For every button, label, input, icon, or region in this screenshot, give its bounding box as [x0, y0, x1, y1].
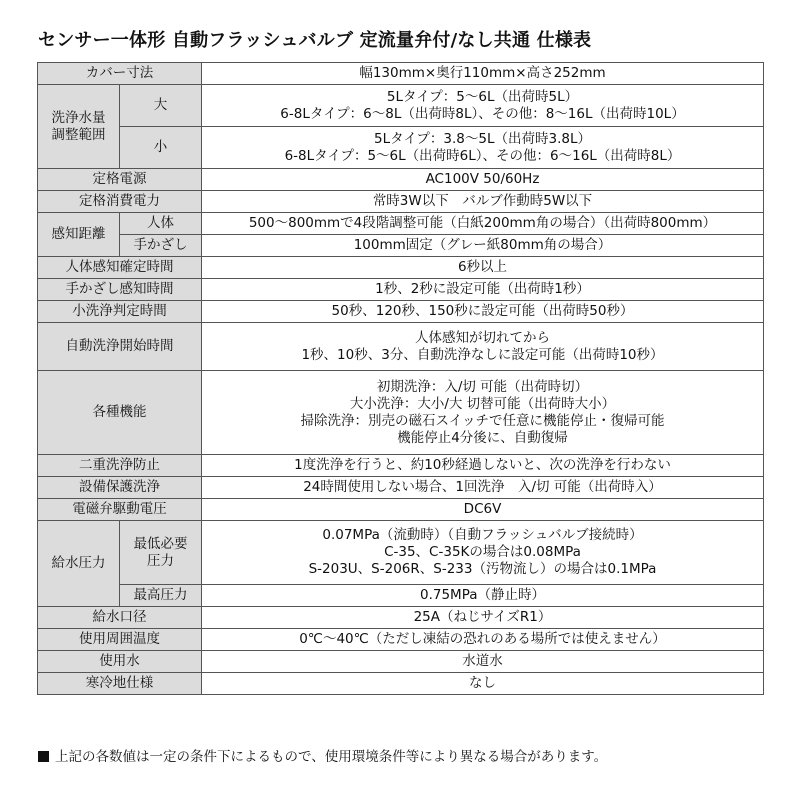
- sub-label-large: 大: [120, 85, 202, 127]
- table-row: [38, 673, 764, 695]
- table-row: [38, 301, 764, 323]
- table-row: [38, 127, 764, 169]
- row-label-sensing: 感知距離: [38, 213, 120, 257]
- functions-line3: 掃除洗浄：別売の磁石スイッチで任意に機能停止・復帰可能: [300, 412, 665, 429]
- min-pressure-line1: 0.07MPa（流動時）（自動フラッシュバルブ接続時）: [322, 527, 643, 543]
- min-pressure-label-line2: 圧力: [147, 552, 174, 569]
- row-value-water-type: 水道水: [202, 651, 764, 673]
- table-row: [38, 371, 764, 455]
- footnote-text: 上記の各数値は一定の条件下によるもので、使用環境条件等により異なる場合があります。: [55, 749, 608, 765]
- functions-line1: 初期洗浄：入/切 可能（出荷時切）: [376, 378, 589, 395]
- spec-table: [37, 62, 764, 695]
- table-row: [38, 169, 764, 191]
- functions-line2: 大小洗浄：大小/大 切替可能（出荷時大小）: [349, 395, 616, 412]
- row-value-double-flush: 1度洗浄を行うと、約10秒経過しないと、次の洗浄を行わない: [202, 455, 764, 477]
- footnote: [38, 745, 607, 765]
- flush-large-line1: 5Lタイプ：5～6L（出荷時5L）: [386, 88, 579, 105]
- row-label-water-pressure: 給水圧力: [38, 521, 120, 607]
- row-value-max-pressure: 0.75MPa（静止時）: [202, 585, 764, 607]
- row-label-body-detect-time: 人体感知確定時間: [38, 257, 202, 279]
- row-label-cover: カバー寸法: [38, 63, 202, 85]
- row-label-rated-power: 定格電源: [38, 169, 202, 191]
- row-label-water-type: 使用水: [38, 651, 202, 673]
- table-row: [38, 455, 764, 477]
- row-label-functions: 各種機能: [38, 371, 202, 455]
- row-label-power-consumption: 定格消費電力: [38, 191, 202, 213]
- table-row: [38, 191, 764, 213]
- min-pressure-line3: S-203U、S-206R、S-233（汚物流し）の場合は0.1MPa: [308, 561, 657, 577]
- table-row: [38, 257, 764, 279]
- sub-label-min-pressure: [120, 521, 202, 585]
- row-value-small-flush-time: 50秒、120秒、150秒に設定可能（出荷時50秒）: [202, 301, 764, 323]
- table-row: [38, 521, 764, 585]
- row-label-hand-detect-time: 手かざし感知時間: [38, 279, 202, 301]
- functions-line4: 機能停止4分後に、自動復帰: [397, 429, 568, 446]
- row-value-rated-power: AC100V 50/60Hz: [202, 169, 764, 191]
- row-value-functions: [202, 371, 764, 455]
- table-row: [38, 63, 764, 85]
- row-label-solenoid-voltage: 電磁弁駆動電圧: [38, 499, 202, 521]
- row-value-flush-large: [202, 85, 764, 127]
- row-value-power-consumption: 常時3W以下 バルブ作動時5W以下: [202, 191, 764, 213]
- row-label-inlet-diameter: 給水口径: [38, 607, 202, 629]
- sub-label-hand: 手かざし: [120, 235, 202, 257]
- table-row: [38, 279, 764, 301]
- row-value-body-detect-time: 6秒以上: [202, 257, 764, 279]
- row-label-auto-flush-time: 自動洗浄開始時間: [38, 323, 202, 371]
- row-value-auto-flush-time: [202, 323, 764, 371]
- table-row: [38, 607, 764, 629]
- row-label-equipment-flush: 設備保護洗浄: [38, 477, 202, 499]
- table-row: [38, 85, 764, 127]
- row-value-sensing-body: 500～800mmで4段階調整可能（白紙200mm角の場合）（出荷時800mm）: [202, 213, 764, 235]
- row-label-double-flush: 二重洗浄防止: [38, 455, 202, 477]
- page-title: センサー一体形 自動フラッシュバルブ 定流量弁付/なし共通 仕様表: [38, 30, 592, 51]
- row-label-ambient-temp: 使用周囲温度: [38, 629, 202, 651]
- row-label-small-flush-time: 小洗浄判定時間: [38, 301, 202, 323]
- min-pressure-line2: C-35、C-35Kの場合は0.08MPa: [384, 544, 581, 560]
- flush-volume-label-line2: 調整範囲: [51, 126, 106, 143]
- min-pressure-label-line1: 最低必要: [133, 535, 188, 552]
- sub-label-max-pressure: 最高圧力: [120, 585, 202, 607]
- row-value-solenoid-voltage: DC6V: [202, 499, 764, 521]
- flush-small-line1: 5Lタイプ：3.8～5L（出荷時3.8L）: [373, 130, 591, 147]
- table-row: [38, 629, 764, 651]
- row-value-sensing-hand: 100mm固定（グレー紙80mm角の場合）: [202, 235, 764, 257]
- row-value-equipment-flush: 24時間使用しない場合、1回洗浄 入/切 可能（出荷時入）: [202, 477, 764, 499]
- square-bullet-icon: [38, 751, 49, 762]
- row-value-flush-small: [202, 127, 764, 169]
- row-value-hand-detect-time: 1秒、2秒に設定可能（出荷時1秒）: [202, 279, 764, 301]
- table-row: [38, 585, 764, 607]
- table-row: [38, 323, 764, 371]
- table-row: [38, 213, 764, 235]
- auto-flush-line2: 1秒、10秒、3分、自動洗浄なしに設定可能（出荷時10秒）: [301, 346, 664, 363]
- flush-volume-label-line1: 洗浄水量: [51, 109, 106, 126]
- row-value-min-pressure: [202, 521, 764, 585]
- auto-flush-line1: 人体感知が切れてから: [415, 329, 550, 346]
- table-row: [38, 651, 764, 673]
- row-value-cover: 幅130mm×奥行110mm×高さ252mm: [202, 63, 764, 85]
- flush-large-line2: 6-8Lタイプ：6～8L（出荷時8L）、その他：8～16L（出荷時10L）: [280, 105, 685, 122]
- row-label-flush-volume: [38, 85, 120, 169]
- table-row: [38, 499, 764, 521]
- row-value-inlet-diameter: 25A（ねじサイズR1）: [202, 607, 764, 629]
- table-row: [38, 235, 764, 257]
- sub-label-small: 小: [120, 127, 202, 169]
- sub-label-body: 人体: [120, 213, 202, 235]
- flush-small-line2: 6-8Lタイプ：5～6L（出荷時6L）、その他：6～16L（出荷時8L）: [284, 147, 681, 164]
- row-value-ambient-temp: 0℃～40℃（ただし凍結の恐れのある場所では使えません）: [202, 629, 764, 651]
- table-row: [38, 477, 764, 499]
- row-label-cold-region: 寒冷地仕様: [38, 673, 202, 695]
- row-value-cold-region: なし: [202, 673, 764, 695]
